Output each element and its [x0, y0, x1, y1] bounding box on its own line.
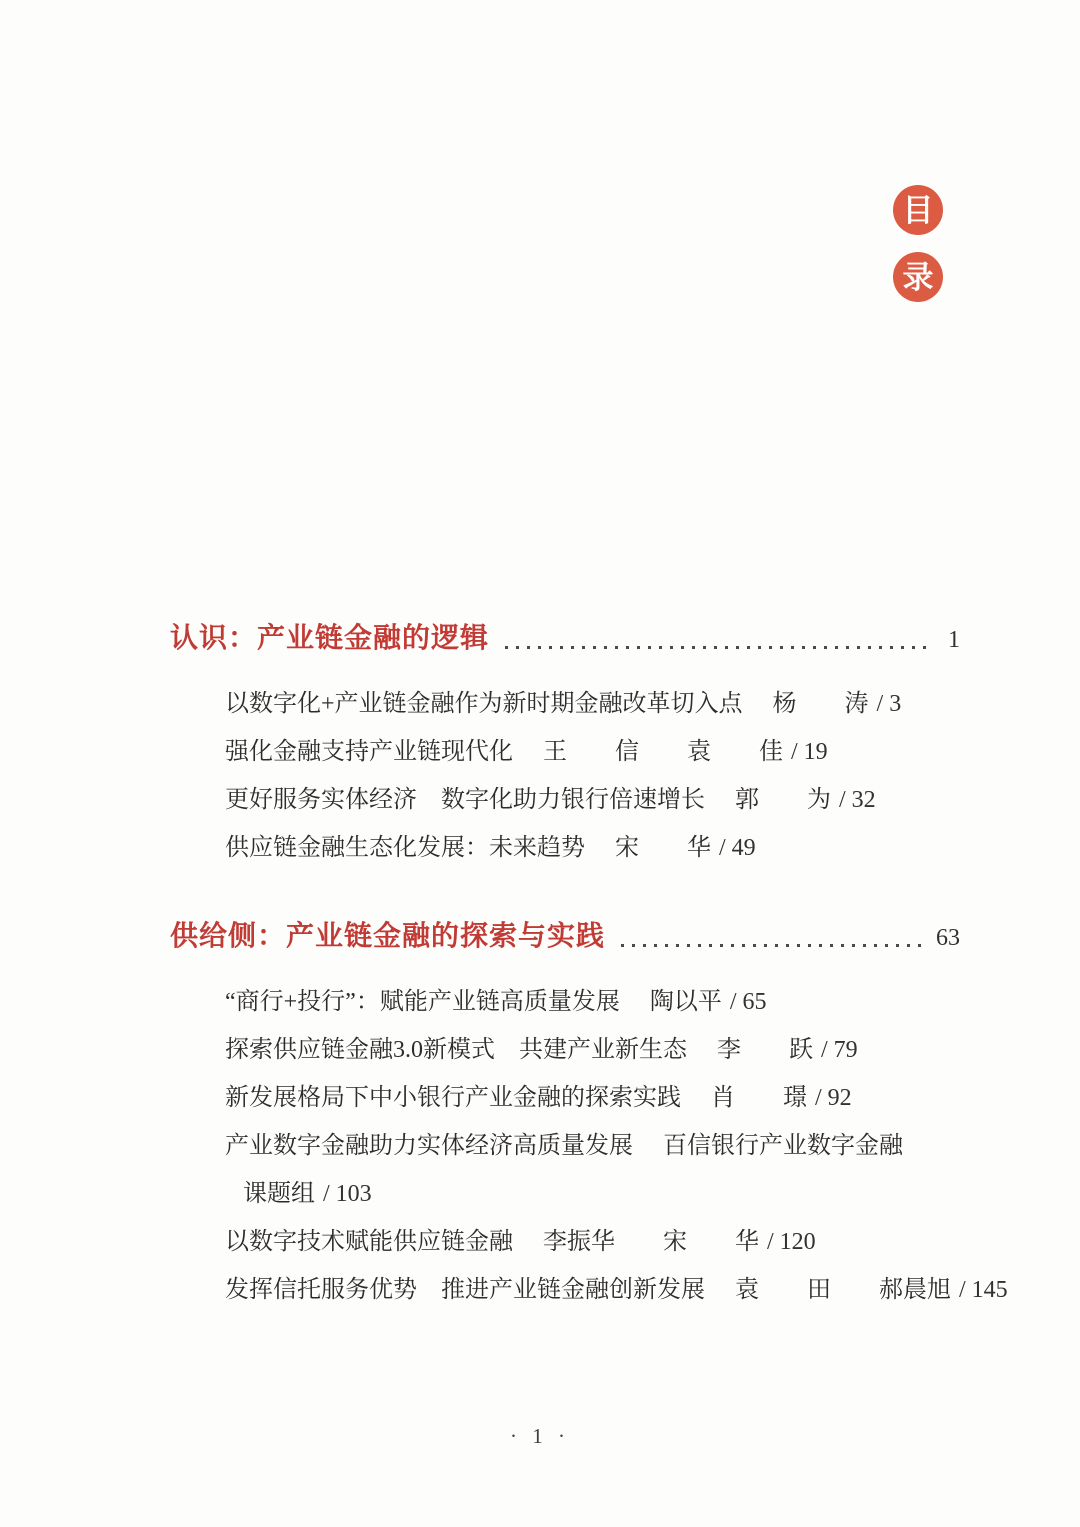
entry-authors: 陶以平: [649, 989, 722, 1015]
section-entries: [170, 978, 1008, 1314]
section-heading: 供给侧：产业链金融的探索与实践: [170, 920, 606, 951]
entry-title: 以数字技术赋能供应链金融: [225, 1229, 513, 1255]
entry-page-number: / 120: [767, 1229, 816, 1255]
toc-entry: [225, 1122, 960, 1170]
entry-title: 以数字化+产业链金融作为新时期金融改革切入点: [225, 691, 743, 717]
toc-entry: [225, 680, 960, 728]
toc-badge-char-2: 录: [902, 259, 934, 295]
entry-title: “商行+投行”：赋能产业链高质量发展: [225, 989, 620, 1015]
entry-title: 新发展格局下中小银行产业金融的探索实践: [225, 1085, 681, 1111]
entry-title: 更好服务实体经济 数字化助力银行倍速增长: [225, 787, 705, 813]
toc-entry: [225, 1074, 960, 1122]
entry-page-number: / 92: [815, 1085, 852, 1111]
toc-entry: [225, 978, 960, 1026]
section-page-number: 63: [936, 925, 960, 951]
entry-title: 产业数字金融助力实体经济高质量发展: [225, 1133, 633, 1159]
section-heading-row: [170, 914, 960, 954]
toc-badge-char-1: 目: [902, 192, 934, 228]
entry-page-number: / 65: [729, 989, 767, 1015]
entry-title: 强化金融支持产业链现代化: [225, 739, 513, 765]
entry-authors: 郭 为: [735, 787, 831, 813]
entry-authors: 李 跃: [717, 1037, 813, 1063]
toc-section: [170, 914, 1008, 1314]
section-page-number: 1: [948, 627, 960, 653]
entry-page-number: / 19: [791, 739, 828, 765]
entry-title: 发挥信托服务优势 推进产业链金融创新发展: [225, 1277, 705, 1303]
entry-page-number: / 145: [959, 1277, 1008, 1303]
toc-entry: [225, 1026, 960, 1074]
toc-entry: [225, 1218, 960, 1266]
entry-page-number: / 32: [839, 787, 876, 813]
entry-authors: 杨 涛: [772, 691, 869, 717]
section-heading: 认识：产业链金融的逻辑: [170, 622, 490, 653]
section-entries: [170, 680, 960, 872]
entry-authors: 百信银行产业数字金融: [663, 1133, 903, 1159]
entry-title: 供应链金融生态化发展：未来趋势: [225, 835, 585, 861]
toc-entry: [225, 776, 960, 824]
entry-page-number: / 103: [323, 1181, 372, 1207]
section-heading-row: [170, 616, 960, 656]
toc-entry: [225, 824, 960, 872]
entry-continuation: 课题组: [243, 1181, 315, 1207]
dotted-leader: [621, 944, 922, 947]
dotted-leader: [505, 646, 934, 649]
entry-title: 探索供应链金融3.0新模式 共建产业新生态: [225, 1037, 687, 1063]
entry-authors: 袁 田 郝晨旭: [735, 1277, 951, 1303]
toc-entry: [225, 1266, 1008, 1314]
entry-authors: 王 信 袁 佳: [543, 739, 783, 765]
toc-badge: [893, 185, 943, 302]
toc-entry: [225, 1170, 960, 1218]
entry-authors: 肖 璟: [711, 1085, 807, 1111]
entry-page-number: / 49: [719, 835, 756, 861]
footer-page-number: · 1 ·: [510, 1424, 570, 1448]
toc-sections: [170, 616, 1008, 1314]
entry-page-number: / 3: [876, 691, 902, 717]
entry-page-number: / 79: [821, 1037, 858, 1063]
toc-entry: [225, 728, 960, 776]
toc-section: [170, 616, 960, 872]
entry-authors: 宋 华: [615, 835, 711, 861]
toc-badge-circle-1: [893, 185, 943, 235]
entry-authors: 李振华 宋 华: [543, 1229, 759, 1255]
toc-badge-circle-2: [893, 252, 943, 302]
